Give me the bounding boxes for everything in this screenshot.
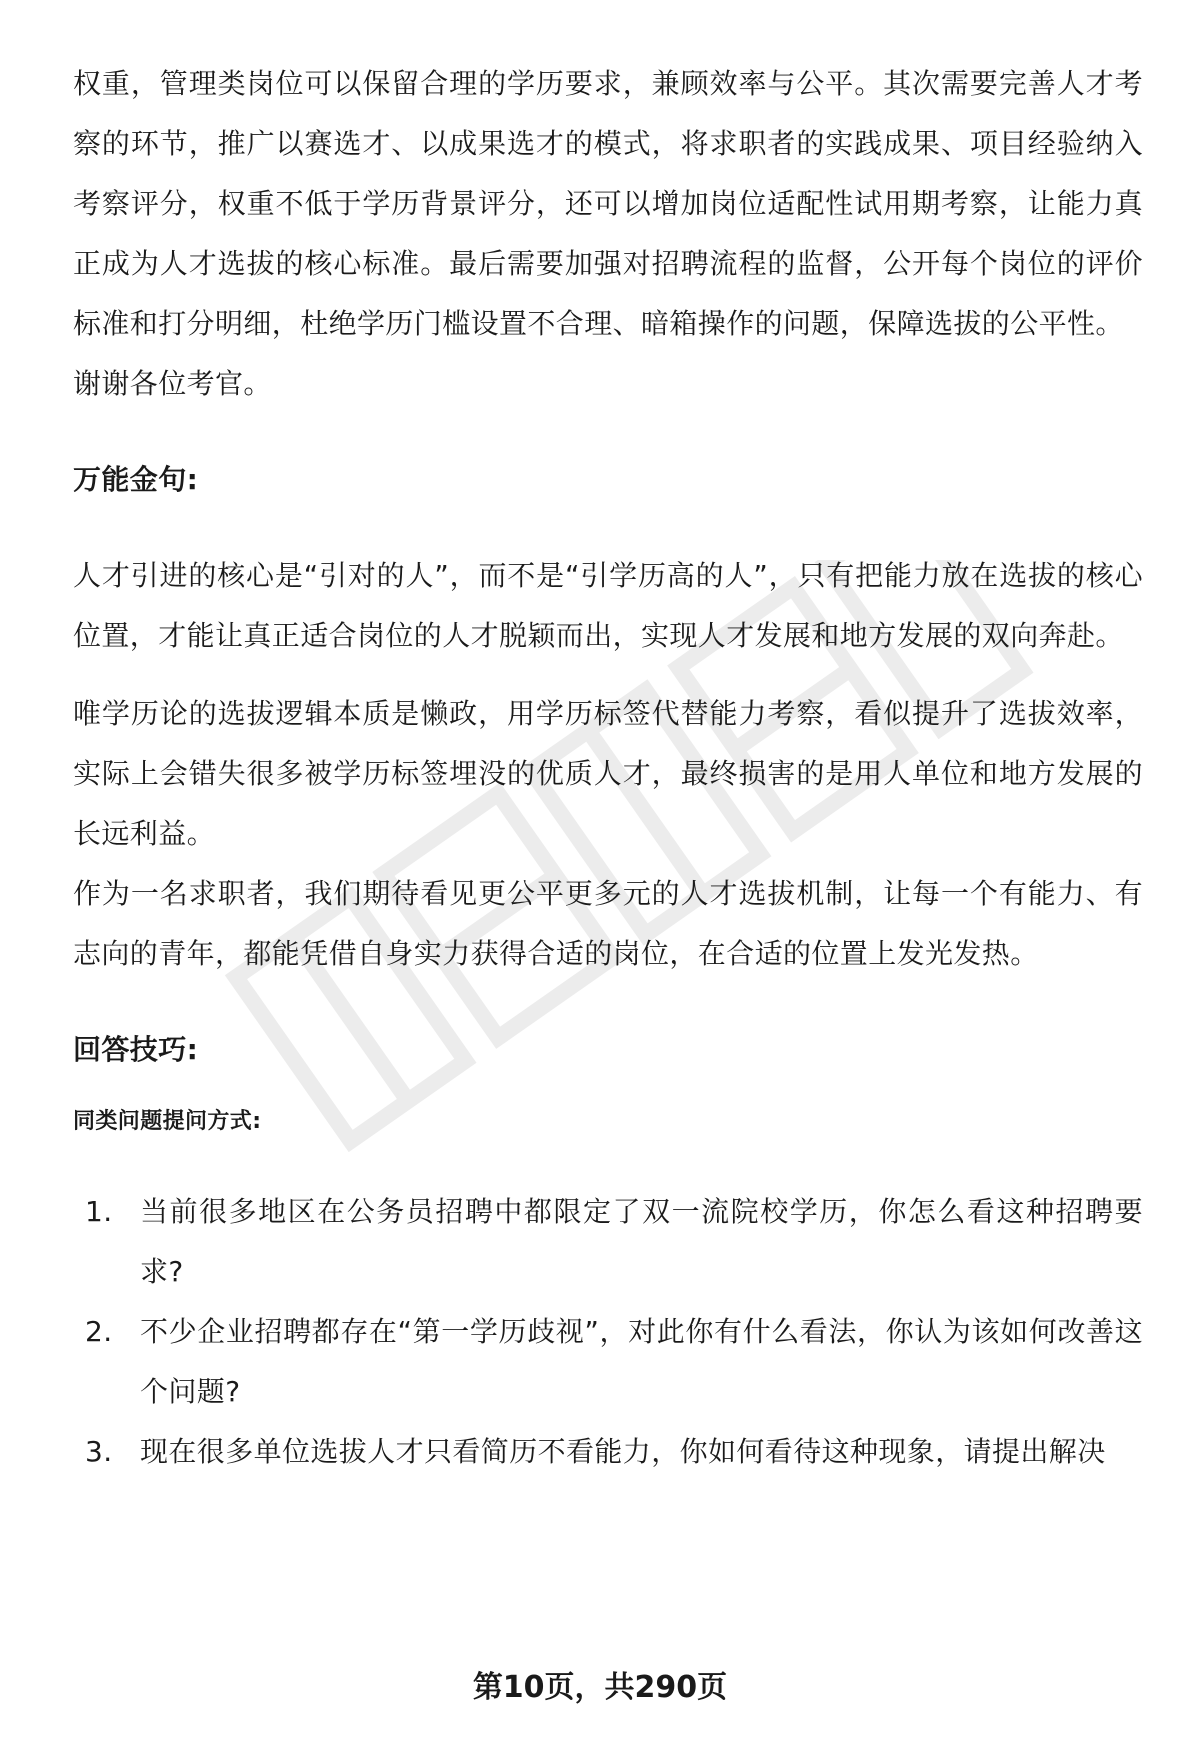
similar-questions-subheading: 同类问题提问方式: <box>73 1109 262 1134</box>
list-item <box>85 1302 1143 1422</box>
golden-sentence-3: 作为一名求职者，我们期待看见更公平更多元的人才选拔机制，让每一个有能力、有志向的青年，都能凭借自身实力获得合适的岗位，在合适的位置上发光发热。 <box>73 877 1143 970</box>
list-item <box>85 1182 1143 1302</box>
question-number: 2. <box>85 1315 113 1348</box>
question-number: 3. <box>85 1435 113 1468</box>
question-text: 不少企业招聘都存在“第一学历歧视”，对此你有什么看法，你认为该如何改善这个问题? <box>140 1315 1143 1408</box>
similar-questions-list <box>73 1182 1143 1482</box>
question-text: 现在很多单位选拔人才只看简历不看能力，你如何看待这种现象，请提出解决 <box>140 1435 1106 1468</box>
question-number: 1. <box>85 1195 113 1228</box>
question-text: 当前很多地区在公务员招聘中都限定了双一流院校学历，你怎么看这种招聘要求? <box>140 1195 1143 1288</box>
golden-sentences-heading: 万能金句: <box>73 463 199 496</box>
closing-line: 谢谢各位考官。 <box>73 367 272 400</box>
list-item <box>85 1422 1143 1482</box>
golden-sentence-2: 唯学历论的选拔逻辑本质是懒政，用学历标签代替能力考察，看似提升了选拔效率，实际上会错失很多被学历标签埋没的优质人才，最终损害的是用人单位和地方发展的长远利益。 <box>73 697 1143 850</box>
page-content <box>73 54 1143 1482</box>
page-number-footer: 第10页，共290页 <box>472 1670 728 1705</box>
golden-sentence-1: 人才引进的核心是“引对的人”，而不是“引学历高的人”，只有把能力放在选拔的核心位置，才能让真正适合岗位的人才脱颖而出，实现人才发展和地方发展的双向奔赴。 <box>73 559 1143 652</box>
body-paragraph: 权重，管理类岗位可以保留合理的学历要求，兼顾效率与公平。其次需要完善人才考察的环节，推广以赛选才、以成果选才的模式，将求职者的实践成果、项目经验纳入考察评分，权重不低于学历背景评分，还可以增加岗位适配性试用期考察，让能力真正成为人才选拔的核心标准。最后需要加强对招聘流程的监督，公开每个岗位的评价标准和打分明细，杜绝学历门槛设置不合理、暗箱操作的问题，保障选拔的公平性。 <box>73 67 1143 340</box>
answer-tips-heading: 回答技巧: <box>73 1033 199 1066</box>
